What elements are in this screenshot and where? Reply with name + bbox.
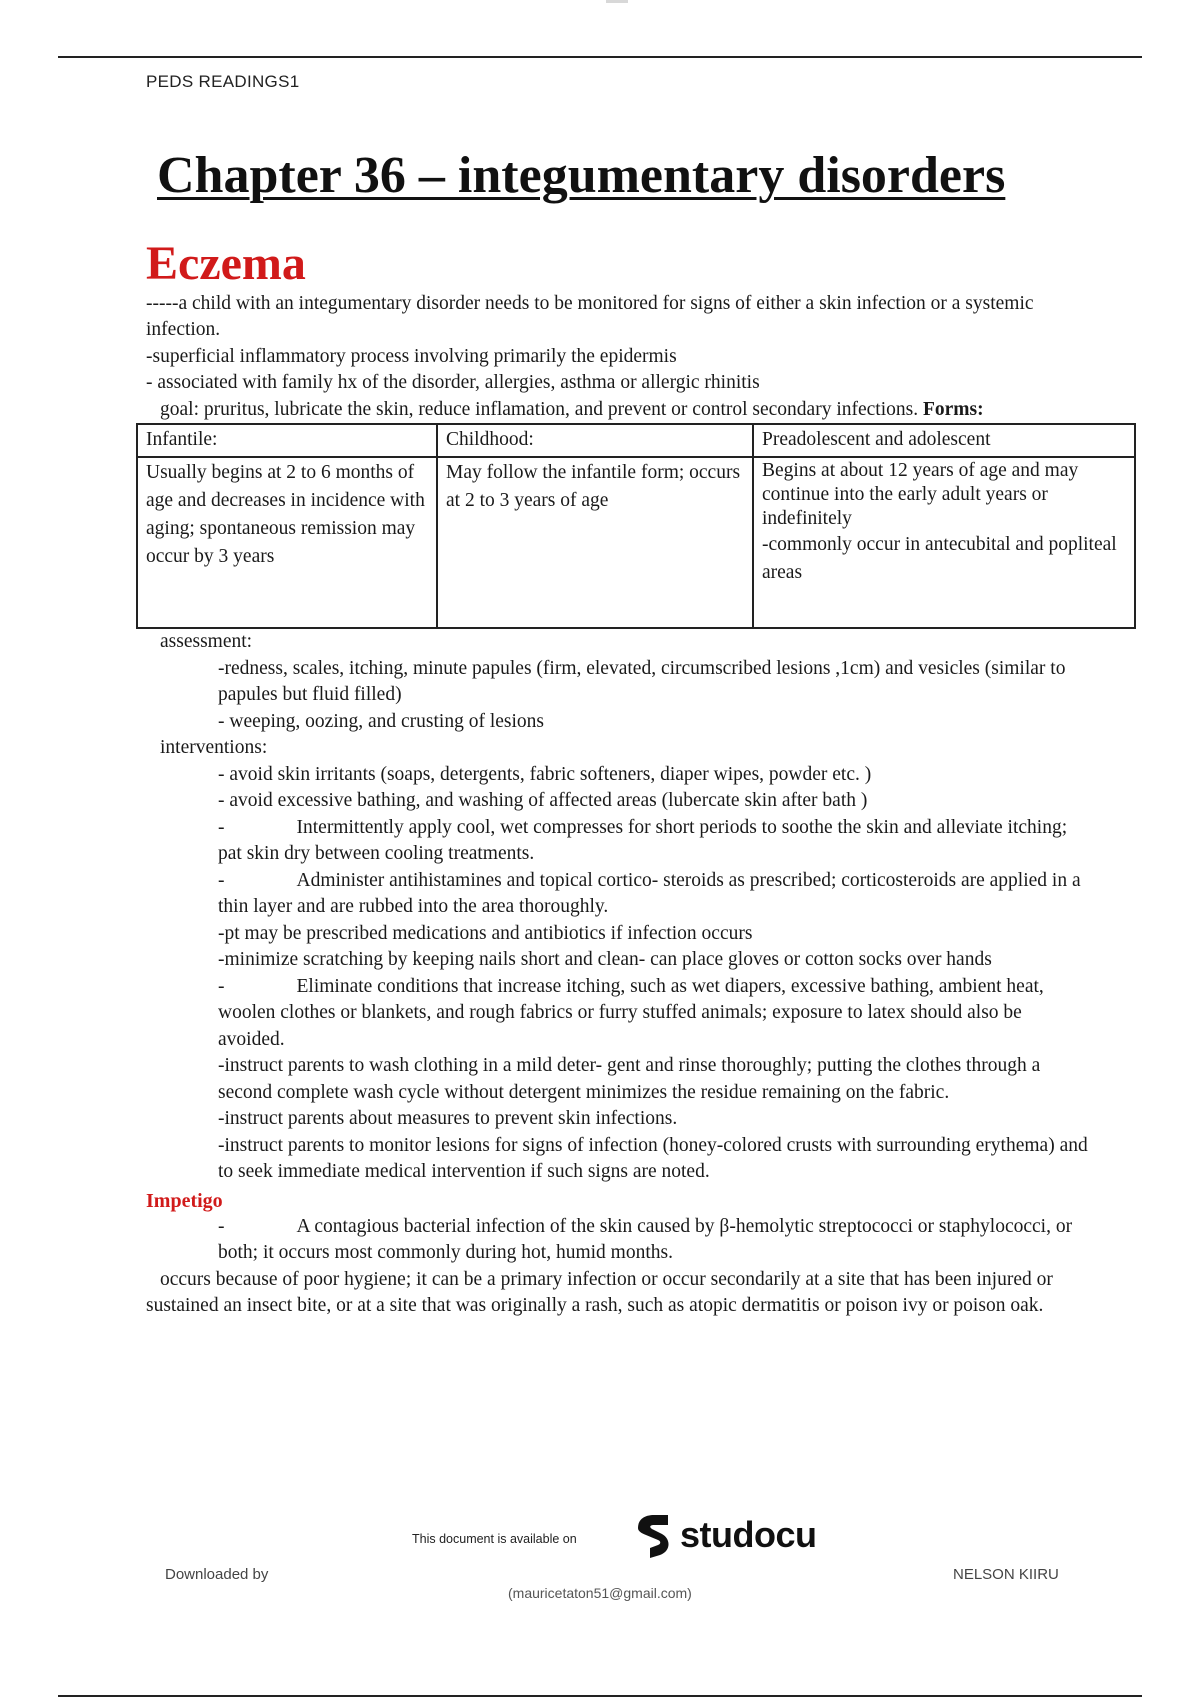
footer-email: (mauricetaton51@gmail.com) bbox=[508, 1585, 692, 1601]
page-top-mark bbox=[606, 0, 628, 3]
interventions-heading bbox=[146, 735, 1090, 762]
intervention-item bbox=[218, 815, 1090, 868]
intervention-text: Eliminate conditions that increase itching, such as wet diapers, excessive bathing, ambient heat, woolen clothes or blankets, and rough fabrics or furry stuffed animals; exposure to latex should also be avoided. bbox=[218, 975, 1044, 1050]
goal-text: goal: pruritus, lubricate the skin, reduce inflamation, and prevent or control secondary infections. bbox=[160, 398, 919, 420]
footer-available-text: This document is available on bbox=[412, 1532, 577, 1546]
footer-user-name: NELSON KIIRU bbox=[953, 1566, 1059, 1583]
table-header-row bbox=[137, 424, 1135, 457]
studocu-logo-icon bbox=[630, 1512, 674, 1558]
studocu-brand-text: studocu bbox=[680, 1514, 817, 1555]
assessment-heading bbox=[146, 629, 1090, 656]
chapter-title: Chapter 36 – integumentary disorders bbox=[157, 147, 1006, 204]
header-rule bbox=[58, 56, 1142, 58]
intervention-item: -instruct parents about measures to prevent skin infections. bbox=[218, 1108, 678, 1130]
interventions-label: interventions: bbox=[160, 737, 268, 759]
eczema-intro-2: -superficial inflammatory process involving primarily the epidermis bbox=[146, 345, 677, 367]
intervention-item: - avoid excessive bathing, and washing of affected areas (lubercate skin after bath ) bbox=[218, 790, 868, 812]
table-header-cell: Infantile: bbox=[137, 424, 437, 457]
intervention-item: -instruct parents to monitor lesions for signs of infection (honey-colored crusts with surrounding erythema) and to seek immediate medical intervention if such signs are noted. bbox=[218, 1134, 1088, 1183]
table-cell bbox=[753, 457, 1135, 628]
intervention-text: Administer antihistamines and topical cortico- steroids as prescribed; corticosteroids are applied in a thin layer and are rubbed into the area thoroughly. bbox=[218, 869, 1081, 918]
footer-rule bbox=[58, 1695, 1142, 1697]
intervention-item bbox=[218, 868, 1090, 921]
table-header-cell: Preadolescent and adolescent bbox=[753, 424, 1135, 457]
table-cell bbox=[437, 457, 753, 628]
intervention-text: Intermittently apply cool, wet compresses for short periods to soothe the skin and alleviate itching; pat skin dry between cooling treatments. bbox=[218, 816, 1068, 865]
section-title-eczema: Eczema bbox=[146, 237, 306, 290]
eczema-intro-1: -----a child with an integumentary disorder needs to be monitored for signs of either a skin infection or a systemic infection. bbox=[146, 292, 1034, 341]
assessment-item: - weeping, oozing, and crusting of lesions bbox=[218, 710, 545, 732]
forms-label: Forms: bbox=[922, 398, 984, 420]
eczema-goal bbox=[146, 397, 1090, 424]
intervention-item: -instruct parents to wash clothing in a mild deter- gent and rinse thoroughly; putting the clothes through a second complete wash cycle without detergent minimizes the residue remaining on the fabric. bbox=[218, 1055, 1041, 1103]
dash-marker: - bbox=[218, 1215, 225, 1237]
dash-marker: - bbox=[218, 816, 225, 838]
dash-marker: - bbox=[218, 975, 225, 997]
cell-text: May follow the infantile form; occurs at 2 to 3 years of age bbox=[446, 462, 741, 512]
dash-marker: - bbox=[218, 869, 225, 891]
impetigo-cause bbox=[146, 1267, 1090, 1320]
assessment-item: -redness, scales, itching, minute papules (firm, elevated, circumscribed lesions ,1cm) and vesicles (similar to papules but fluid filled) bbox=[218, 657, 1066, 706]
impetigo-definition-text: A contagious bacterial infection of the skin caused by β-hemolytic streptococci or staphylococci, or both; it occurs most commonly during hot, humid months. bbox=[218, 1215, 1073, 1264]
footer-downloaded-by: Downloaded by bbox=[165, 1566, 269, 1583]
intervention-item: - avoid skin irritants (soaps, detergents, fabric softeners, diaper wipes, powder etc. ) bbox=[218, 763, 872, 785]
intervention-item: -minimize scratching by keeping nails short and clean- can place gloves or cotton socks over hands bbox=[218, 949, 992, 971]
cell-text: Begins at about 12 years of age and may continue into the early adult years or indefinitely bbox=[762, 460, 1079, 530]
section-title-impetigo: Impetigo bbox=[146, 1189, 223, 1212]
impetigo-definition bbox=[218, 1214, 1090, 1267]
intervention-item: -pt may be prescribed medications and antibiotics if infection occurs bbox=[218, 922, 753, 944]
eczema-intro-3: - associated with family hx of the disorder, allergies, asthma or allergic rhinitis bbox=[146, 372, 760, 394]
impetigo-cause-text: occurs because of poor hygiene; it can be a primary infection or occur secondarily at a site that has been injured or sustained an insect bite, or at a site that was originally a rash, such as atopic dermatitis or poison ivy or poison oak. bbox=[146, 1268, 1053, 1317]
cell-text: -commonly occur in antecubital and popliteal areas bbox=[762, 534, 1117, 584]
running-header: PEDS READINGS1 bbox=[146, 72, 300, 91]
cell-text: Usually begins at 2 to 6 months of age and decreases in incidence with aging; spontaneous remission may occur by 3 years bbox=[146, 462, 425, 568]
table-cell bbox=[137, 457, 437, 628]
assessment-label: assessment: bbox=[160, 631, 253, 653]
table-header-cell: Childhood: bbox=[437, 424, 753, 457]
intervention-item bbox=[218, 974, 1090, 1054]
table-row bbox=[137, 457, 1135, 628]
studocu-logo[interactable] bbox=[630, 1512, 817, 1558]
document-body bbox=[146, 237, 1117, 1320]
eczema-forms-table bbox=[136, 423, 1136, 629]
